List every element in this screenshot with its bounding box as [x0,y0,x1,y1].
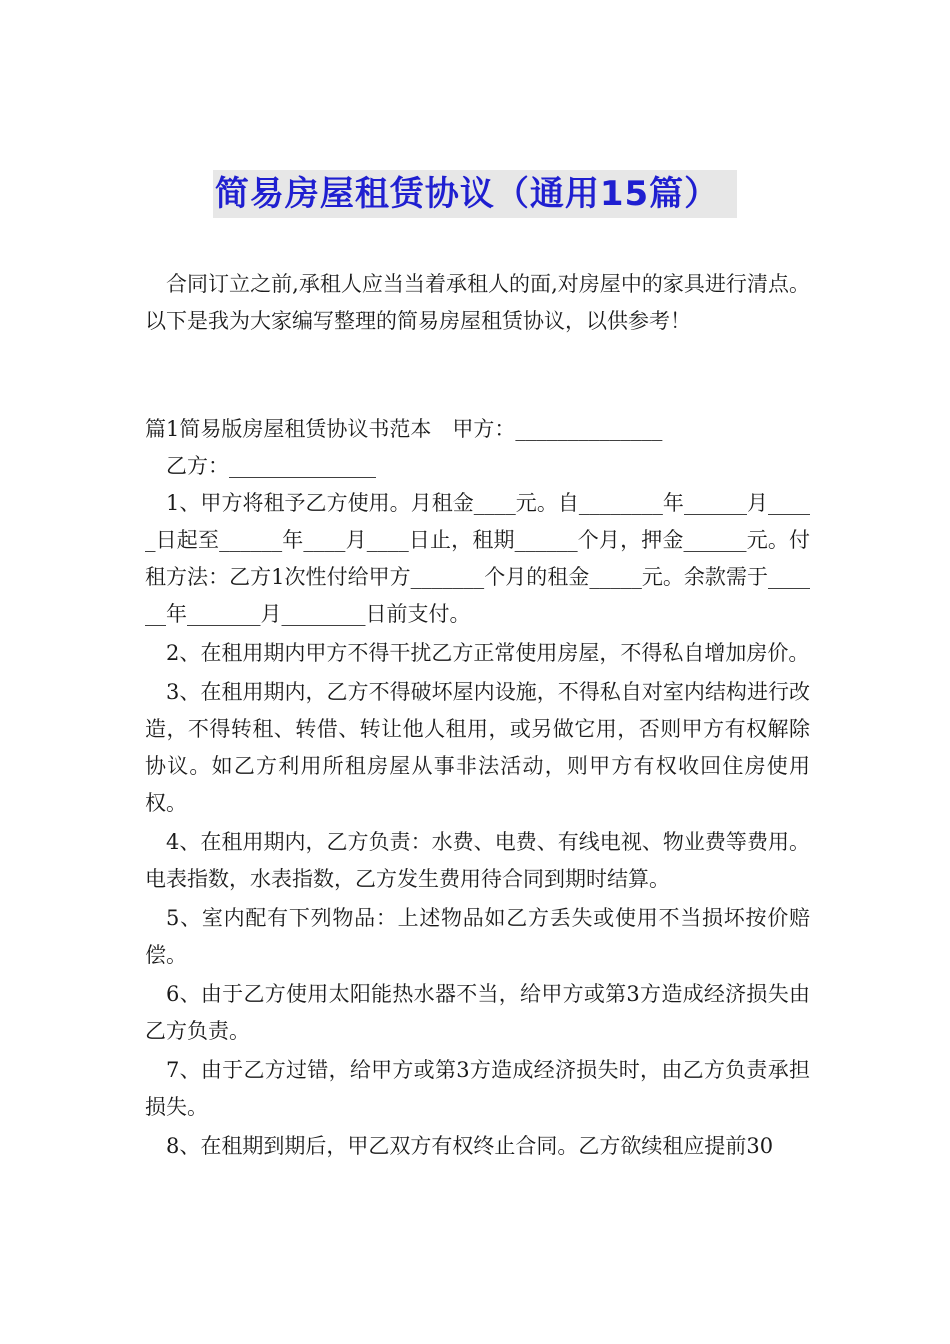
title-container [0,170,950,218]
section-heading: 篇1简易版房屋租赁协议书范本 甲方：______________ [145,417,663,441]
clause-2: 2、在租用期内甲方不得干扰乙方正常使用房屋，不得私自增加房价。 [166,641,810,665]
clause-1: 1、甲方将租予乙方使用。月租金____元。自________年______月_____日起至______年____月____日止，租期______个月，押金______元。付租方法：乙方1次性付给甲方_______个月的租金_____元。余款需于______年_______月________日前支付。 [145,491,810,626]
clause-7: 7、由于乙方过错，给甲方或第3方造成经济损失时，由乙方负责承担损失。 [145,1058,810,1119]
party-b-line: 乙方：______________ [166,454,376,478]
clause-6: 6、由于乙方使用太阳能热水器不当，给甲方或第3方造成经济损失由乙方负责。 [145,982,810,1043]
clause-5: 5、室内配有下列物品：上述物品如乙方丢失或使用不当损坏按价赔偿。 [145,906,810,967]
intro-paragraph: 合同订立之前,承租人应当当着承租人的面,对房屋中的家具进行清点。以下是我为大家编写整理的简易房屋租赁协议，以供参考！ [145,272,810,333]
document-body [145,266,810,1167]
clause-4: 4、在租用期内，乙方负责：水费、电费、有线电视、物业费等费用。电表指数，水表指数，乙方发生费用待合同到期时结算。 [145,830,810,891]
clause-8: 8、在租期到期后，甲乙双方有权终止合同。乙方欲续租应提前30 [166,1134,774,1158]
document-title: 简易房屋租赁协议（通用15篇） [213,170,737,218]
clause-3: 3、在租用期内，乙方不得破坏屋内设施，不得私自对室内结构进行改造，不得转租、转借、转让他人租用，或另做它用，否则甲方有权解除协议。如乙方利用所租房屋从事非法活动，则甲方有权收回住房使用权。 [145,680,810,815]
